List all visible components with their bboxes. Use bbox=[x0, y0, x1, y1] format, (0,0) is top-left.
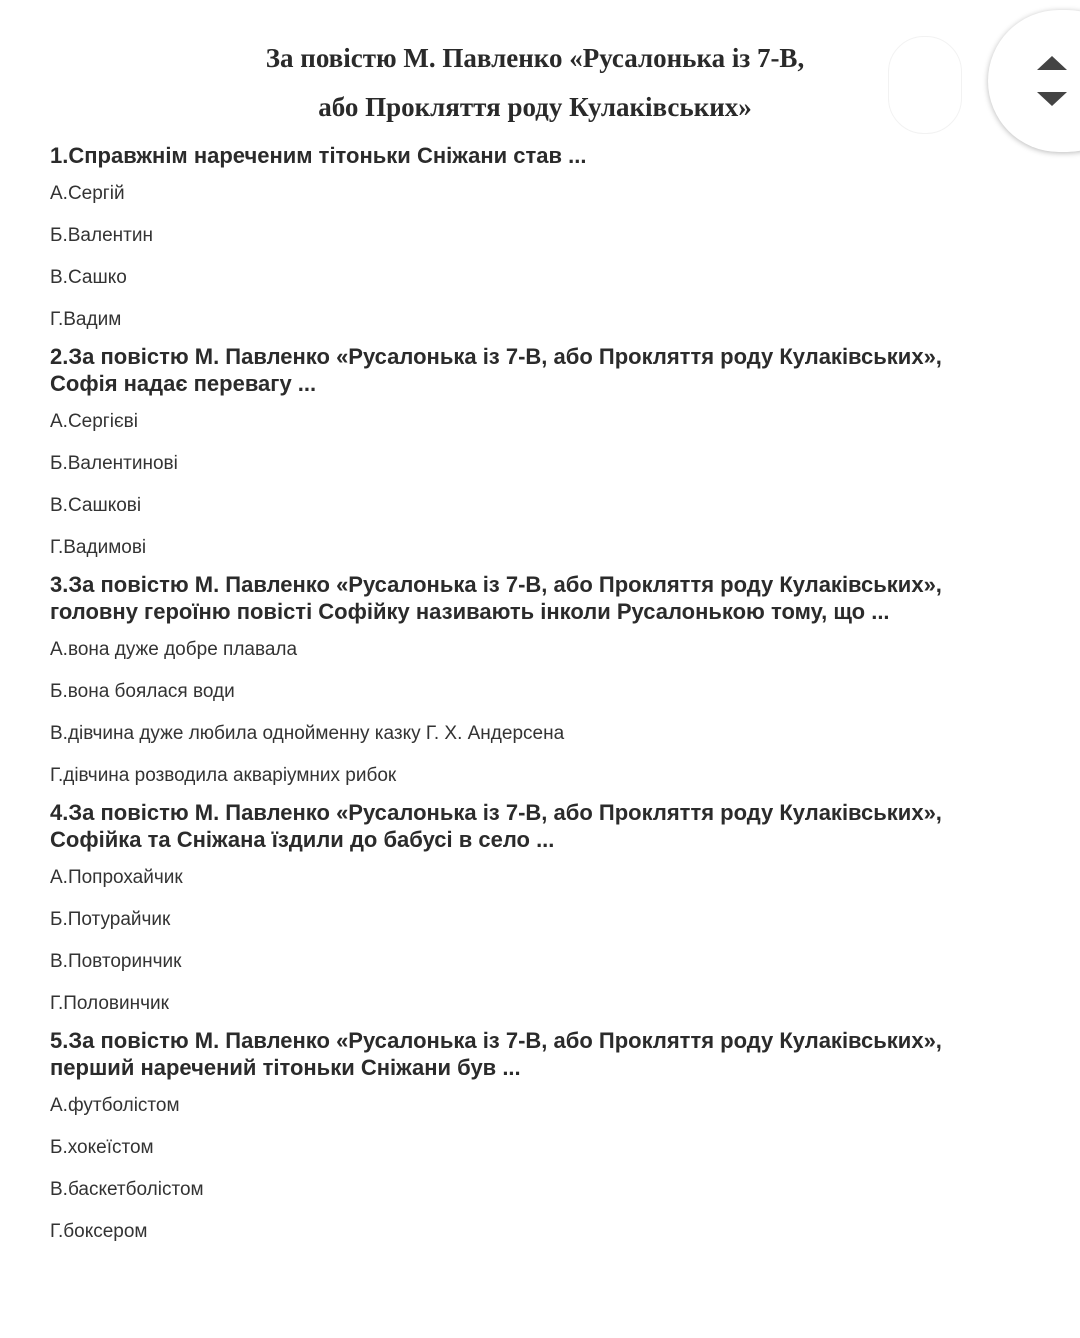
quiz-content bbox=[50, 142, 1010, 1263]
answer-options bbox=[50, 183, 1010, 331]
answer-options bbox=[50, 867, 1010, 1015]
answer-option[interactable]: А.Сергій bbox=[50, 183, 125, 204]
answer-option[interactable]: Г.Половинчик bbox=[50, 993, 169, 1014]
floating-blank-button[interactable] bbox=[888, 36, 962, 134]
answer-option[interactable]: В.дівчина дуже любила однойменну казку Г. Х. Андерсена bbox=[50, 723, 565, 744]
question-text: 1.Справжнім нареченим тітоньки Сніжани став ... bbox=[50, 143, 587, 168]
scroll-navigation bbox=[988, 10, 1080, 152]
answer-option[interactable]: Г.Вадимові bbox=[50, 537, 147, 558]
answer-option[interactable]: Г.боксером bbox=[50, 1221, 148, 1242]
document-title-line-1: За повістю М. Павленко «Русалонька із 7-В, bbox=[265, 43, 805, 73]
answer-option[interactable]: Г.дівчина розводила акваріумних рибок bbox=[50, 765, 397, 786]
answer-option[interactable]: Б.хокеїстом bbox=[50, 1137, 154, 1158]
question-block-2 bbox=[50, 343, 1010, 559]
document-title-line-2: або Прокляття роду Кулаківських» bbox=[318, 92, 752, 122]
answer-option[interactable]: А.Попрохайчик bbox=[50, 867, 183, 888]
answer-options bbox=[50, 639, 1010, 787]
question-text: 2.За повістю М. Павленко «Русалонька із 7-В, або Прокляття роду Кулаківських», Софія надає перевагу ... bbox=[50, 344, 942, 396]
answer-option[interactable]: Б.вона боялася води bbox=[50, 681, 235, 702]
answer-option[interactable]: А.Сергієві bbox=[50, 411, 138, 432]
answer-option[interactable]: Б.Валентин bbox=[50, 225, 153, 246]
question-block-5 bbox=[50, 1027, 1010, 1243]
answer-option[interactable]: В.Сашкові bbox=[50, 495, 142, 516]
answer-options bbox=[50, 411, 1010, 559]
question-text: 4.За повістю М. Павленко «Русалонька із 7-В, або Прокляття роду Кулаківських», Софійка та Сніжана їздили до бабусі в село ... bbox=[50, 800, 942, 852]
question-text: 3.За повістю М. Павленко «Русалонька із 7-В, або Прокляття роду Кулаківських», головну героїню повісті Софійку називають інколи Русалонькою тому, що ... bbox=[50, 572, 942, 624]
answer-option[interactable]: Б.Валентинові bbox=[50, 453, 178, 474]
answer-option[interactable]: Г.Вадим bbox=[50, 309, 122, 330]
answer-option[interactable]: А.вона дуже добре плавала bbox=[50, 639, 298, 660]
question-block-3 bbox=[50, 571, 1010, 787]
chevron-up-icon[interactable] bbox=[1037, 56, 1067, 70]
answer-option[interactable]: А.футболістом bbox=[50, 1095, 180, 1116]
question-block-1 bbox=[50, 142, 1010, 331]
question-block-4 bbox=[50, 799, 1010, 1015]
chevron-down-icon[interactable] bbox=[1037, 92, 1067, 106]
answer-option[interactable]: В.Повторинчик bbox=[50, 951, 182, 972]
answer-option[interactable]: В.Сашко bbox=[50, 267, 127, 288]
answer-option[interactable]: Б.Потурайчик bbox=[50, 909, 171, 930]
question-text: 5.За повістю М. Павленко «Русалонька із 7-В, або Прокляття роду Кулаківських», перший наречений тітоньки Сніжани був ... bbox=[50, 1028, 942, 1080]
answer-options bbox=[50, 1095, 1010, 1243]
answer-option[interactable]: В.баскетболістом bbox=[50, 1179, 204, 1200]
